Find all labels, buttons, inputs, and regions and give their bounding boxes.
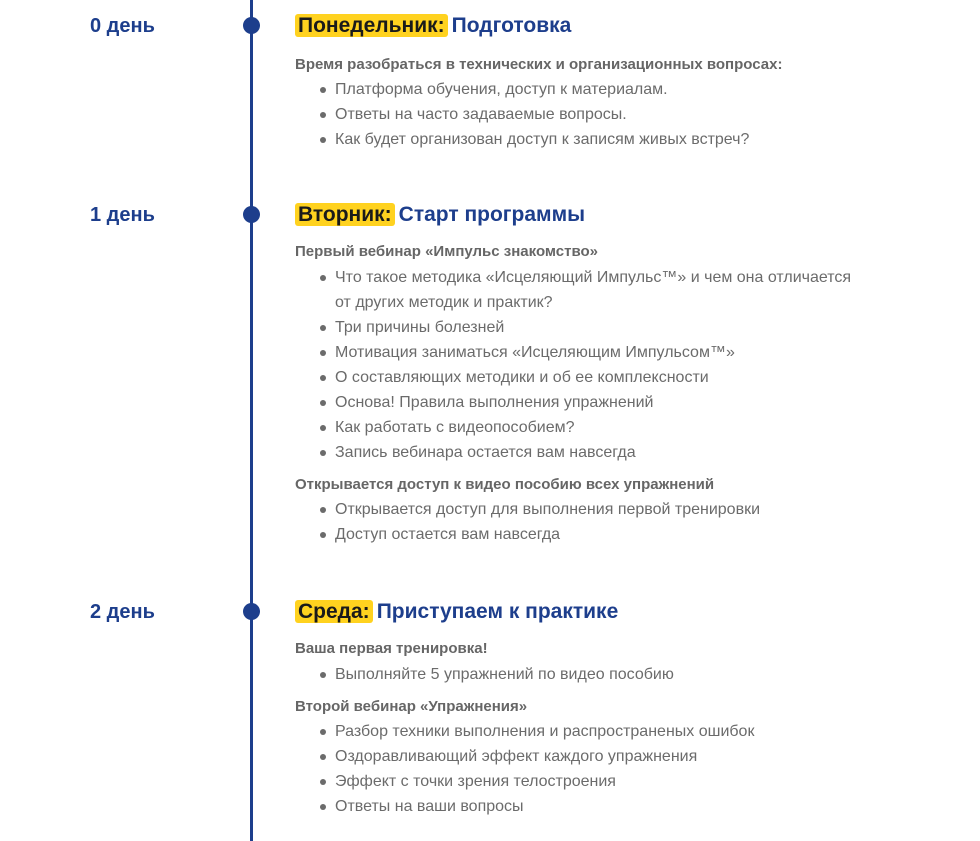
timeline-line xyxy=(250,0,253,841)
list-item: Три причины болезней xyxy=(320,315,855,340)
list-item: Ответы на часто задаваемые вопросы. xyxy=(320,102,855,127)
item-list xyxy=(295,77,935,152)
timeline-dot xyxy=(243,603,260,620)
day-content xyxy=(295,12,935,152)
day-title xyxy=(295,598,935,626)
day-subtitle: Старт программы xyxy=(398,203,586,226)
day-label: 2 день xyxy=(90,601,155,623)
item-list xyxy=(295,662,935,687)
timeline-dot xyxy=(243,206,260,223)
list-item: Мотивация заниматься «Исцеляющим Импульсом™» xyxy=(320,340,855,365)
weekday-highlight: Понедельник: xyxy=(295,14,448,37)
list-item: Разбор техники выполнения и распространеных ошибок xyxy=(320,719,855,744)
weekday-highlight: Среда: xyxy=(295,600,373,623)
section-heading: Первый вебинар «Импульс знакомство» xyxy=(295,243,599,260)
section-heading: Время разобраться в технических и организационных вопросах: xyxy=(295,56,783,73)
day-title xyxy=(295,201,935,229)
day-subtitle: Подготовка xyxy=(451,14,572,37)
timeline-dot xyxy=(243,17,260,34)
item-list xyxy=(295,265,935,465)
day-label: 0 день xyxy=(90,15,155,37)
list-item: Ответы на ваши вопросы xyxy=(320,794,855,819)
section-heading: Ваша первая тренировка! xyxy=(295,640,488,657)
day-label: 1 день xyxy=(90,204,155,226)
day-content xyxy=(295,598,935,819)
list-item: Платформа обучения, доступ к материалам. xyxy=(320,77,855,102)
list-item: Запись вебинара остается вам навсегда xyxy=(320,440,855,465)
list-item: О составляющих методики и об ее комплексности xyxy=(320,365,855,390)
list-item: Что такое методика «Исцеляющий Импульс™» и чем она отличается от других методик и практик? xyxy=(320,265,855,315)
weekday-highlight: Вторник: xyxy=(295,203,395,226)
item-list xyxy=(295,497,935,547)
section-heading: Открывается доступ к видео пособию всех упражнений xyxy=(295,476,715,493)
list-item: Открывается доступ для выполнения первой тренировки xyxy=(320,497,855,522)
section-heading: Второй вебинар «Упражнения» xyxy=(295,698,528,715)
list-item: Как работать с видеопособием? xyxy=(320,415,855,440)
list-item: Как будет организован доступ к записям живых встреч? xyxy=(320,127,855,152)
list-item: Выполняйте 5 упражнений по видео пособию xyxy=(320,662,855,687)
day-title xyxy=(295,12,935,40)
list-item: Доступ остается вам навсегда xyxy=(320,522,855,547)
list-item: Эффект с точки зрения телостроения xyxy=(320,769,855,794)
day-subtitle: Приступаем к практике xyxy=(376,600,619,623)
item-list xyxy=(295,719,935,819)
list-item: Основа! Правила выполнения упражнений xyxy=(320,390,855,415)
list-item: Оздоравливающий эффект каждого упражнения xyxy=(320,744,855,769)
day-content xyxy=(295,201,935,547)
